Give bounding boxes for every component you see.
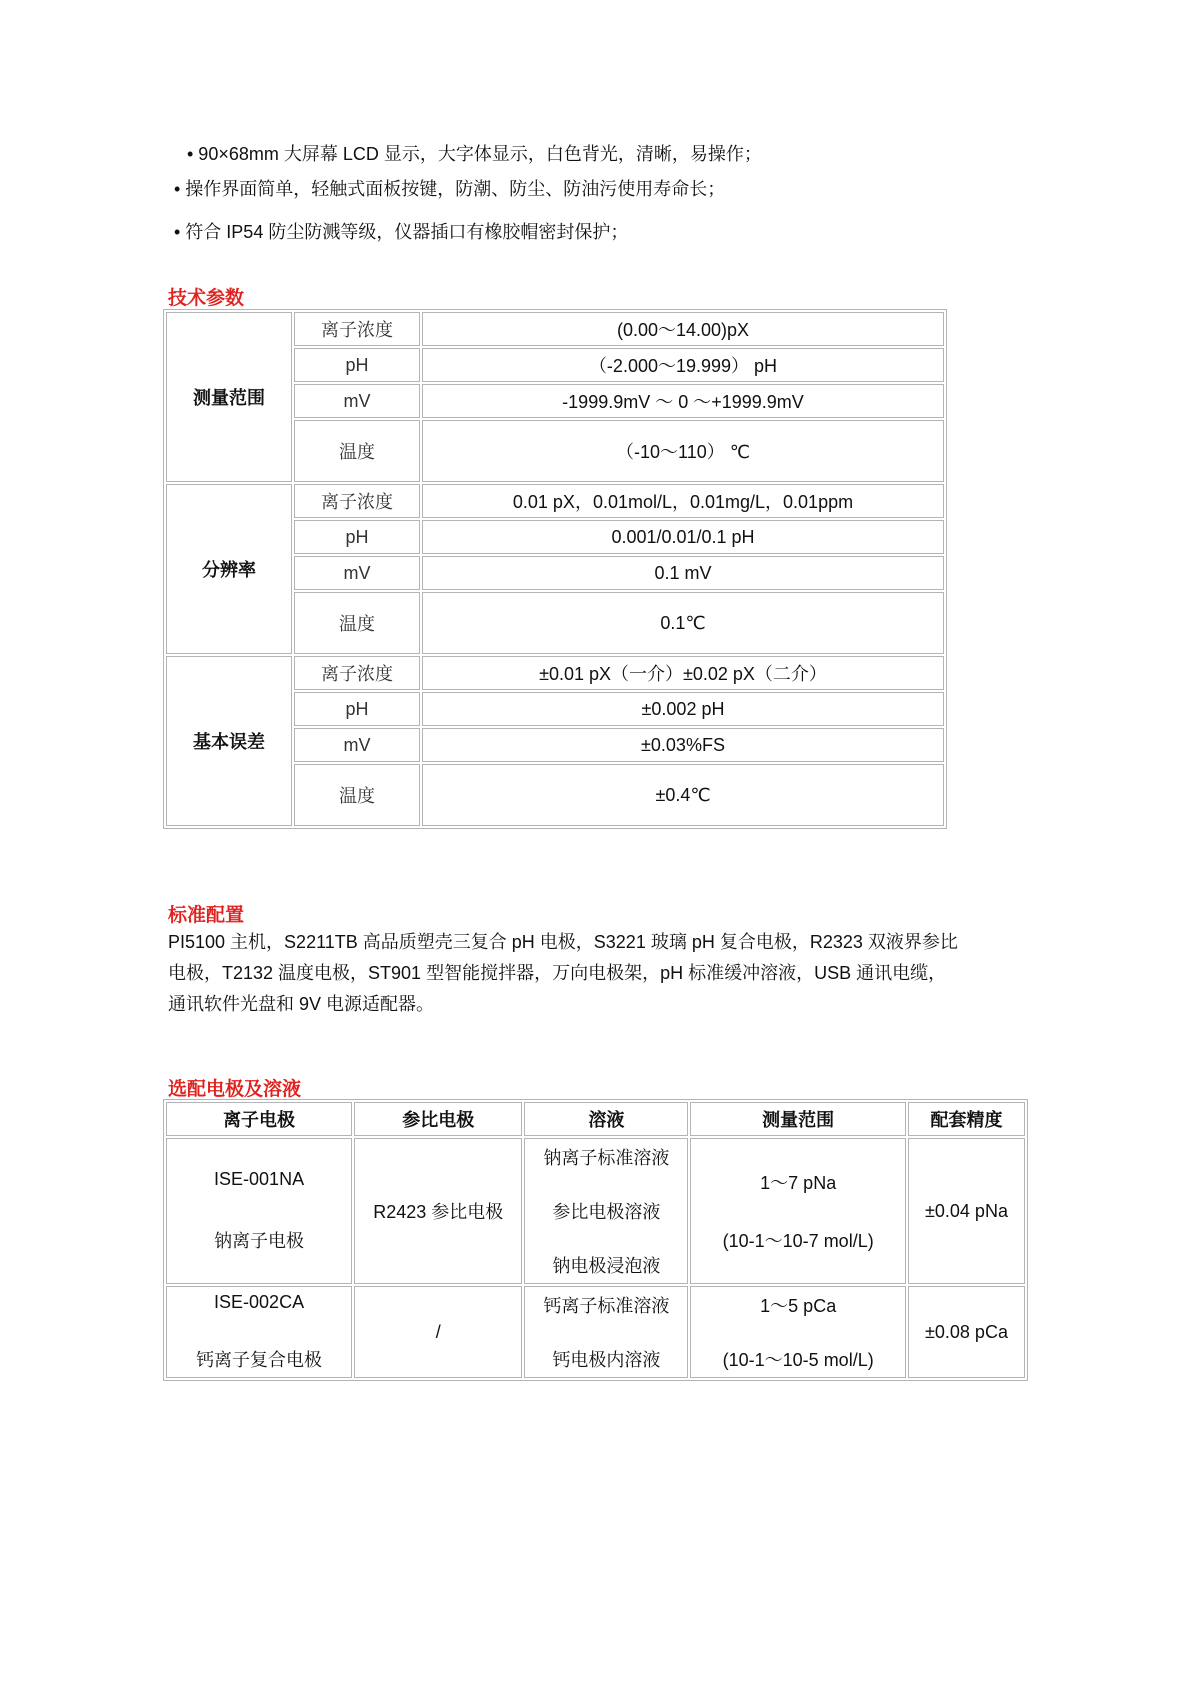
solutions-line: 参比电极溶液 [552, 1202, 661, 1222]
table-row [166, 1286, 1025, 1378]
column-header: 参比电极 [354, 1102, 522, 1136]
value-cell: 0.01 pX，0.01mol/L，0.01mg/L，0.01ppm [422, 484, 944, 518]
range-line: (10-1～10-7 mol/L) [722, 1231, 874, 1251]
electrode-cell [166, 1286, 352, 1378]
value-cell: ±0.03%FS [422, 728, 944, 762]
value-cell: （-2.000～19.999） pH [422, 348, 944, 382]
value-cell: （-10～110） ℃ [422, 420, 944, 482]
column-header: 溶液 [524, 1102, 688, 1136]
param-cell: 离子浓度 [294, 484, 420, 518]
solutions-line: 钠电极浸泡液 [552, 1256, 661, 1276]
param-cell: pH [294, 348, 420, 382]
value-cell: (0.00～14.00)pX [422, 312, 944, 346]
range-cell [690, 1138, 906, 1284]
param-cell: mV [294, 384, 420, 418]
reference-cell: / [354, 1286, 522, 1378]
param-cell: 离子浓度 [294, 312, 420, 346]
solutions-line: 钠离子标准溶液 [543, 1148, 670, 1168]
feature-item: • 90×68mm 大屏幕 LCD 显示，大字体显示，白色背光，清晰，易操作； [187, 144, 762, 164]
electrode-cell [166, 1138, 352, 1284]
range-line: 1～7 pNa [760, 1173, 837, 1193]
section-heading-standard: 标准配置 [168, 905, 245, 926]
table-row [166, 484, 944, 518]
param-cell: 温度 [294, 592, 420, 654]
feature-item: • 符合 IP54 防尘防溅等级，仪器插口有橡胶帽密封保护； [174, 222, 629, 242]
solutions-line: 钙离子标准溶液 [543, 1296, 670, 1316]
section-heading-optional: 选配电极及溶液 [168, 1079, 302, 1100]
solutions-cell [524, 1286, 688, 1378]
range-line: (10-1～10-5 mol/L) [722, 1350, 874, 1370]
group-label: 分辨率 [166, 484, 292, 654]
accuracy-cell: ±0.04 pNa [908, 1138, 1025, 1284]
group-label: 测量范围 [166, 312, 292, 482]
electrode-line: ISE-002CA [214, 1292, 305, 1312]
value-cell: -1999.9mV ～ 0 ～+1999.9mV [422, 384, 944, 418]
value-cell: 0.1℃ [422, 592, 944, 654]
value-cell: 0.001/0.01/0.1 pH [422, 520, 944, 554]
electrode-line: ISE-001NA [214, 1169, 305, 1189]
table-row [166, 656, 944, 690]
value-cell: 0.1 mV [422, 556, 944, 590]
header-row [166, 1102, 1025, 1136]
range-cell [690, 1286, 906, 1378]
param-cell: pH [294, 520, 420, 554]
param-cell: pH [294, 692, 420, 726]
param-cell: 温度 [294, 420, 420, 482]
param-cell: 温度 [294, 764, 420, 826]
feature-item: • 操作界面简单，轻触式面板按键，防潮、防尘、防油污使用寿命长； [174, 179, 726, 199]
value-cell: ±0.01 pX（一介）±0.02 pX（二介） [422, 656, 944, 690]
param-cell: mV [294, 728, 420, 762]
table-row [166, 1138, 1025, 1284]
table-row [166, 312, 944, 346]
column-header: 配套精度 [908, 1102, 1025, 1136]
value-cell: ±0.002 pH [422, 692, 944, 726]
param-cell: 离子浓度 [294, 656, 420, 690]
reference-cell: R2423 参比电极 [354, 1138, 522, 1284]
column-header: 离子电极 [166, 1102, 352, 1136]
section-heading-tech: 技术参数 [168, 288, 245, 309]
range-line: 1～5 pCa [760, 1296, 837, 1316]
electrode-line: 钠离子电极 [214, 1231, 305, 1251]
tech-params-table [163, 309, 947, 829]
optional-electrodes-table [163, 1099, 1028, 1381]
solutions-cell [524, 1138, 688, 1284]
column-header: 测量范围 [690, 1102, 906, 1136]
standard-config-text: PI5100 主机，S2211TB 高品质塑壳三复合 pH 电极，S3221 玻璃 pH 复合电极，R2323 双液界参比电极，T2132 温度电极，ST901 型智能搅拌器，万向电极架，pH 标准缓冲溶液，USB 通讯电缆，通讯软件光盘和 9V 电源适配器。 [168, 932, 958, 1014]
solutions-line: 钙电极内溶液 [552, 1350, 661, 1370]
value-cell: ±0.4℃ [422, 764, 944, 826]
accuracy-cell: ±0.08 pCa [908, 1286, 1025, 1378]
group-label: 基本误差 [166, 656, 292, 826]
electrode-line: 钙离子复合电极 [196, 1350, 323, 1370]
param-cell: mV [294, 556, 420, 590]
